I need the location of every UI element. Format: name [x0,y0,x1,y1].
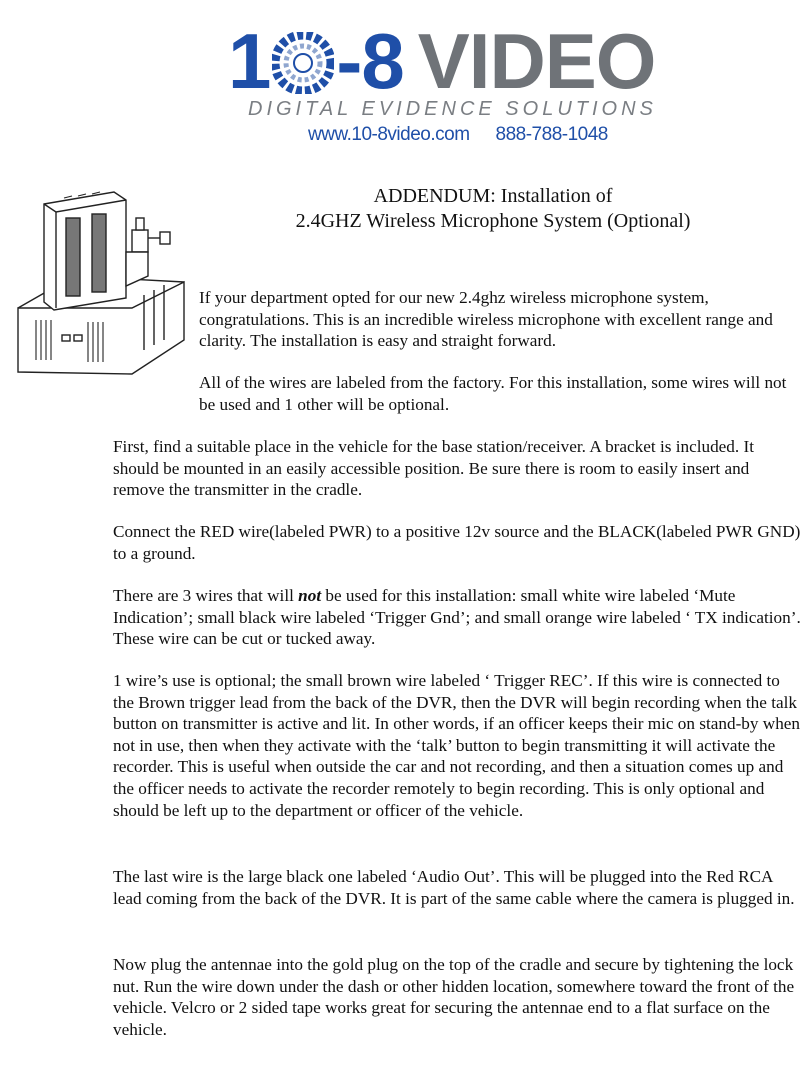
logo-digit-one: 1 [228,17,271,105]
title-line-1: ADDENDUM: Installation of [373,185,613,207]
unused-wires-emphasis: not [298,586,322,605]
company-logo [228,18,688,153]
logo-wordmark [228,18,655,104]
paragraph-power: Connect the RED wire(labeled PWR) to a positive 12v source and the BLACK(labeled PWR GND) to a ground. [113,522,801,563]
paragraph-wires-labeled: All of the wires are labeled from the factory. For this installation, some wires will not be used and 1 other will be optional. [199,373,787,414]
wireless-base-station-icon [14,190,192,380]
page-title [258,184,728,234]
logo-contact-line [308,124,608,146]
logo-phone: 888-788-1048 [495,124,608,145]
paragraph-antenna: Now plug the antennae into the gold plug on the top of the cradle and secure by tightening the lock nut. Run the wire down under the dash or other hidden location, somewhere toward the front of the vehicle. Velcro or 2 sided tape works great for securing the antennae end to a flat surface on the vehicle. [113,955,795,1039]
logo-website: www.10-8video.com [308,124,470,145]
unused-wires-text-end: be used for this installation: small white wire labeled ‘Mute Indication’; small black wire labeled ‘Trigger Gnd’; and small orange wire labeled ‘ TX indication’. These wire can be cut or tucked away. [113,586,801,649]
unused-wires-text-start: There are 3 wires that will [113,586,299,605]
logo-dash-eight: -8 [336,17,404,105]
paragraph-mounting: First, find a suitable place in the vehicle for the base station/receiver. A bracket is included. It should be mounted in an easily accessible position. Be sure there is room to easily insert and remove the transmitter in the cradle. [113,437,754,500]
lens-ring-icon [272,32,334,94]
paragraph-optional-wire: 1 wire’s use is optional; the small brown wire labeled ‘ Trigger REC’. If this wire is connected to the Brown trigger lead from the back of the DVR, then the DVR will begin recording when the talk button on transmitter is active and lit. In other words, if an officer keeps their mic on stand-by when not in use, then when they activate with the ‘talk’ button to begin transmitting it will activate the recorder. This is useful when outside the car and not recording, and then a situation comes up and the officer needs to activate the recorder remotely to begin recording. This is only optional and should be left up to the department or officer of the vehicle. [113,671,801,820]
title-line-2: 2.4GHZ Wireless Microphone System (Optional) [295,210,691,232]
logo-video-text: VIDEO [417,17,656,105]
paragraph-unused-wires [113,585,803,650]
logo-tagline: DIGITAL EVIDENCE SOLUTIONS [248,98,657,120]
paragraph-audio-out: The last wire is the large black one labeled ‘Audio Out’. This will be plugged into the Red RCA lead coming from the back of the DVR. It is part of the same cable where the camera is plugged in. [113,867,795,908]
paragraph-intro: If your department opted for our new 2.4ghz wireless microphone system, congratulations. This is an incredible wireless microphone with excellent range and clarity. The installation is easy and straight forward. [199,288,773,351]
